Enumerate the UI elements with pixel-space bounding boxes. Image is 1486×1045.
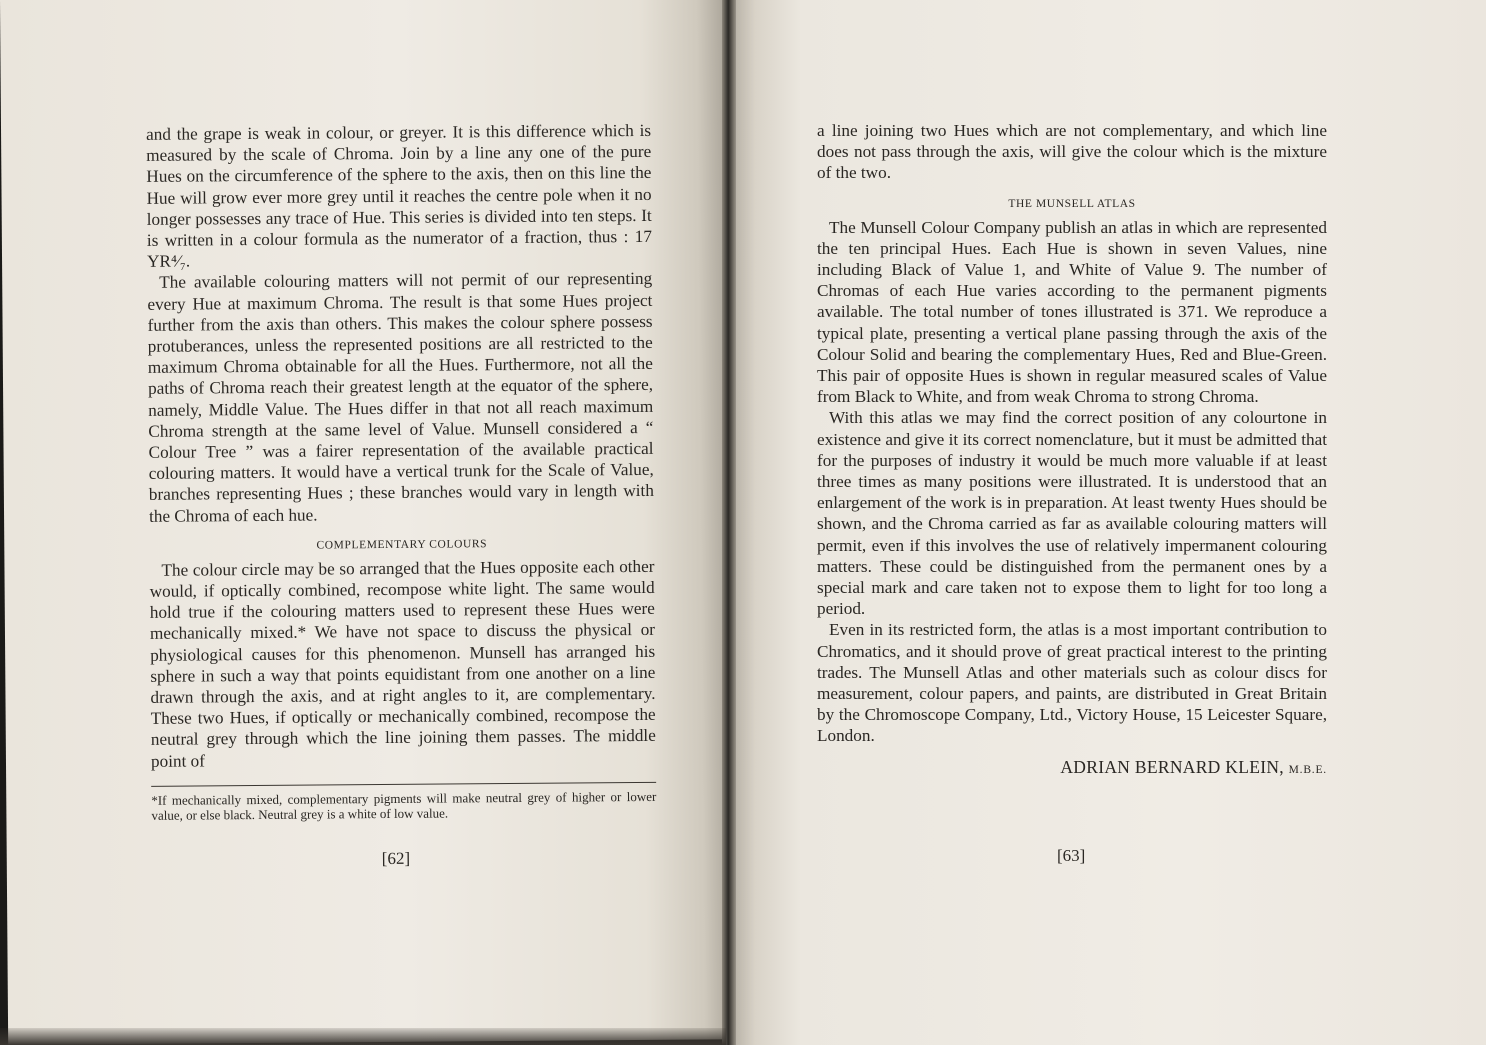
section-heading: THE MUNSELL ATLAS: [1008, 197, 1136, 210]
page-edge-shadow: [0, 1028, 726, 1045]
section-heading: COMPLEMENTARY COLOURS: [316, 538, 488, 552]
body-paragraph: The colour circle may be so arranged that the Hues opposite each other would, if optically combined, recompose white light. The same would hold true if the colouring matters used to represent these Hues were mechanically mixed.* We have not space to discuss the physical or physiological causes for this phenomenon. Munsell has arranged his sphere in such a way that points equidistant from one another on a line drawn through the axis, and at right angles to it, are complementary. These two Hues, if optically or mechanically combined, recompose the neutral grey through which the line joining them passes. The middle point of: [149, 556, 656, 771]
body-paragraph: a line joining two Hues which are not complementary, and which line does not pass through the axis, will give the colour which is the mixture of the two.: [817, 121, 1327, 183]
body-paragraph: and the grape is weak in colour, or greyer. It is this difference which is measured by the scale of Chroma. Join by a line any one of the pure Hues on the circumference of the sphere to the axis, then on this line the Hue will grow ever more grey until it reaches the centre pole when it no longer possesses any trace of Hue. This series is divided into ten steps. It is written in a colour formula as the numerator of a fraction, thus : 17 YR⁴⁄₇.: [145, 120, 652, 272]
left-text-column: [146, 120, 656, 824]
right-page: [733, 0, 1486, 1045]
page-number: [62]: [381, 848, 411, 869]
footnote-rule: [151, 782, 656, 787]
body-paragraph: The available colouring matters will not permit of our representing every Hue at maximum Chroma. The result is that some Hues project further from the axis than others. This makes the colour sphere possess protuberances, unless the represented positions are all restricted to the maximum Chroma obtainable for all the Hues. Furthermore, not all the paths of Chroma reach their greatest length at the equator of the sphere, namely, Middle Value. The Hues differ in that not all reach maximum Chroma strength at the same level of Value. Munsell considered a “ Colour Tree ” was a fairer representation of the available practical colouring matters. It would have a vertical trunk for the Scale of Value, branches representing Hues ; these branches would vary in length with the Chroma of each hue.: [147, 269, 654, 526]
left-page: [0, 0, 734, 1045]
author-signature: [817, 757, 1327, 778]
right-text-column: [817, 120, 1327, 778]
author-honour: M.B.E.: [1288, 763, 1327, 776]
page-number: [63]: [1057, 846, 1086, 865]
body-paragraph: The Munsell Colour Company publish an atlas in which are represented the ten principal Hues. Each Hue is shown in seven Values, nine including Black of Value 1, and White of Value 9. The number of Chromas of each Hue varies according to the permanent pigments available. The total number of tones illustrated is 371. We reproduce a typical plate, presenting a vertical plane passing through the axis of the Colour Solid and bearing the complementary Hues, Red and Blue-Green. This pair of opposite Hues is shown in regular measured scales of Value from Black to White, and from weak Chroma to strong Chroma.: [817, 217, 1327, 407]
author-name: ADRIAN BERNARD KLEIN,: [1060, 756, 1284, 777]
book-gutter: [722, 0, 736, 1045]
body-paragraph: With this atlas we may find the correct position of any colourtone in existence and give it its correct nomenclature, but it must be admitted that for the purposes of industry it would be much more valuable if at least three times as many positions were illustrated. It is understood that an enlargement of the work is in preparation. At least twenty Hues should be shown, and the Chroma carried as far as available colouring matters will permit, even if this involves the use of relatively impermanent colouring matters. These could be distinguished from the permanent ones by a special mark and care taken not to expose them to light for too long a period.: [817, 408, 1327, 619]
body-paragraph: Even in its restricted form, the atlas is a most important contribution to Chromatics, and it should prove of great practical interest to the printing trades. The Munsell Atlas and other materials such as colour discs for measurement, colour papers, and paints, are distributed in Great Britain by the Chromoscope Company, Ltd., Victory House, 15 Leicester Square, London.: [817, 620, 1327, 746]
footnote: *If mechanically mixed, complementary pigments will make neutral grey of higher or lower value, or else black. Neutral grey is a white of low value.: [151, 788, 657, 824]
